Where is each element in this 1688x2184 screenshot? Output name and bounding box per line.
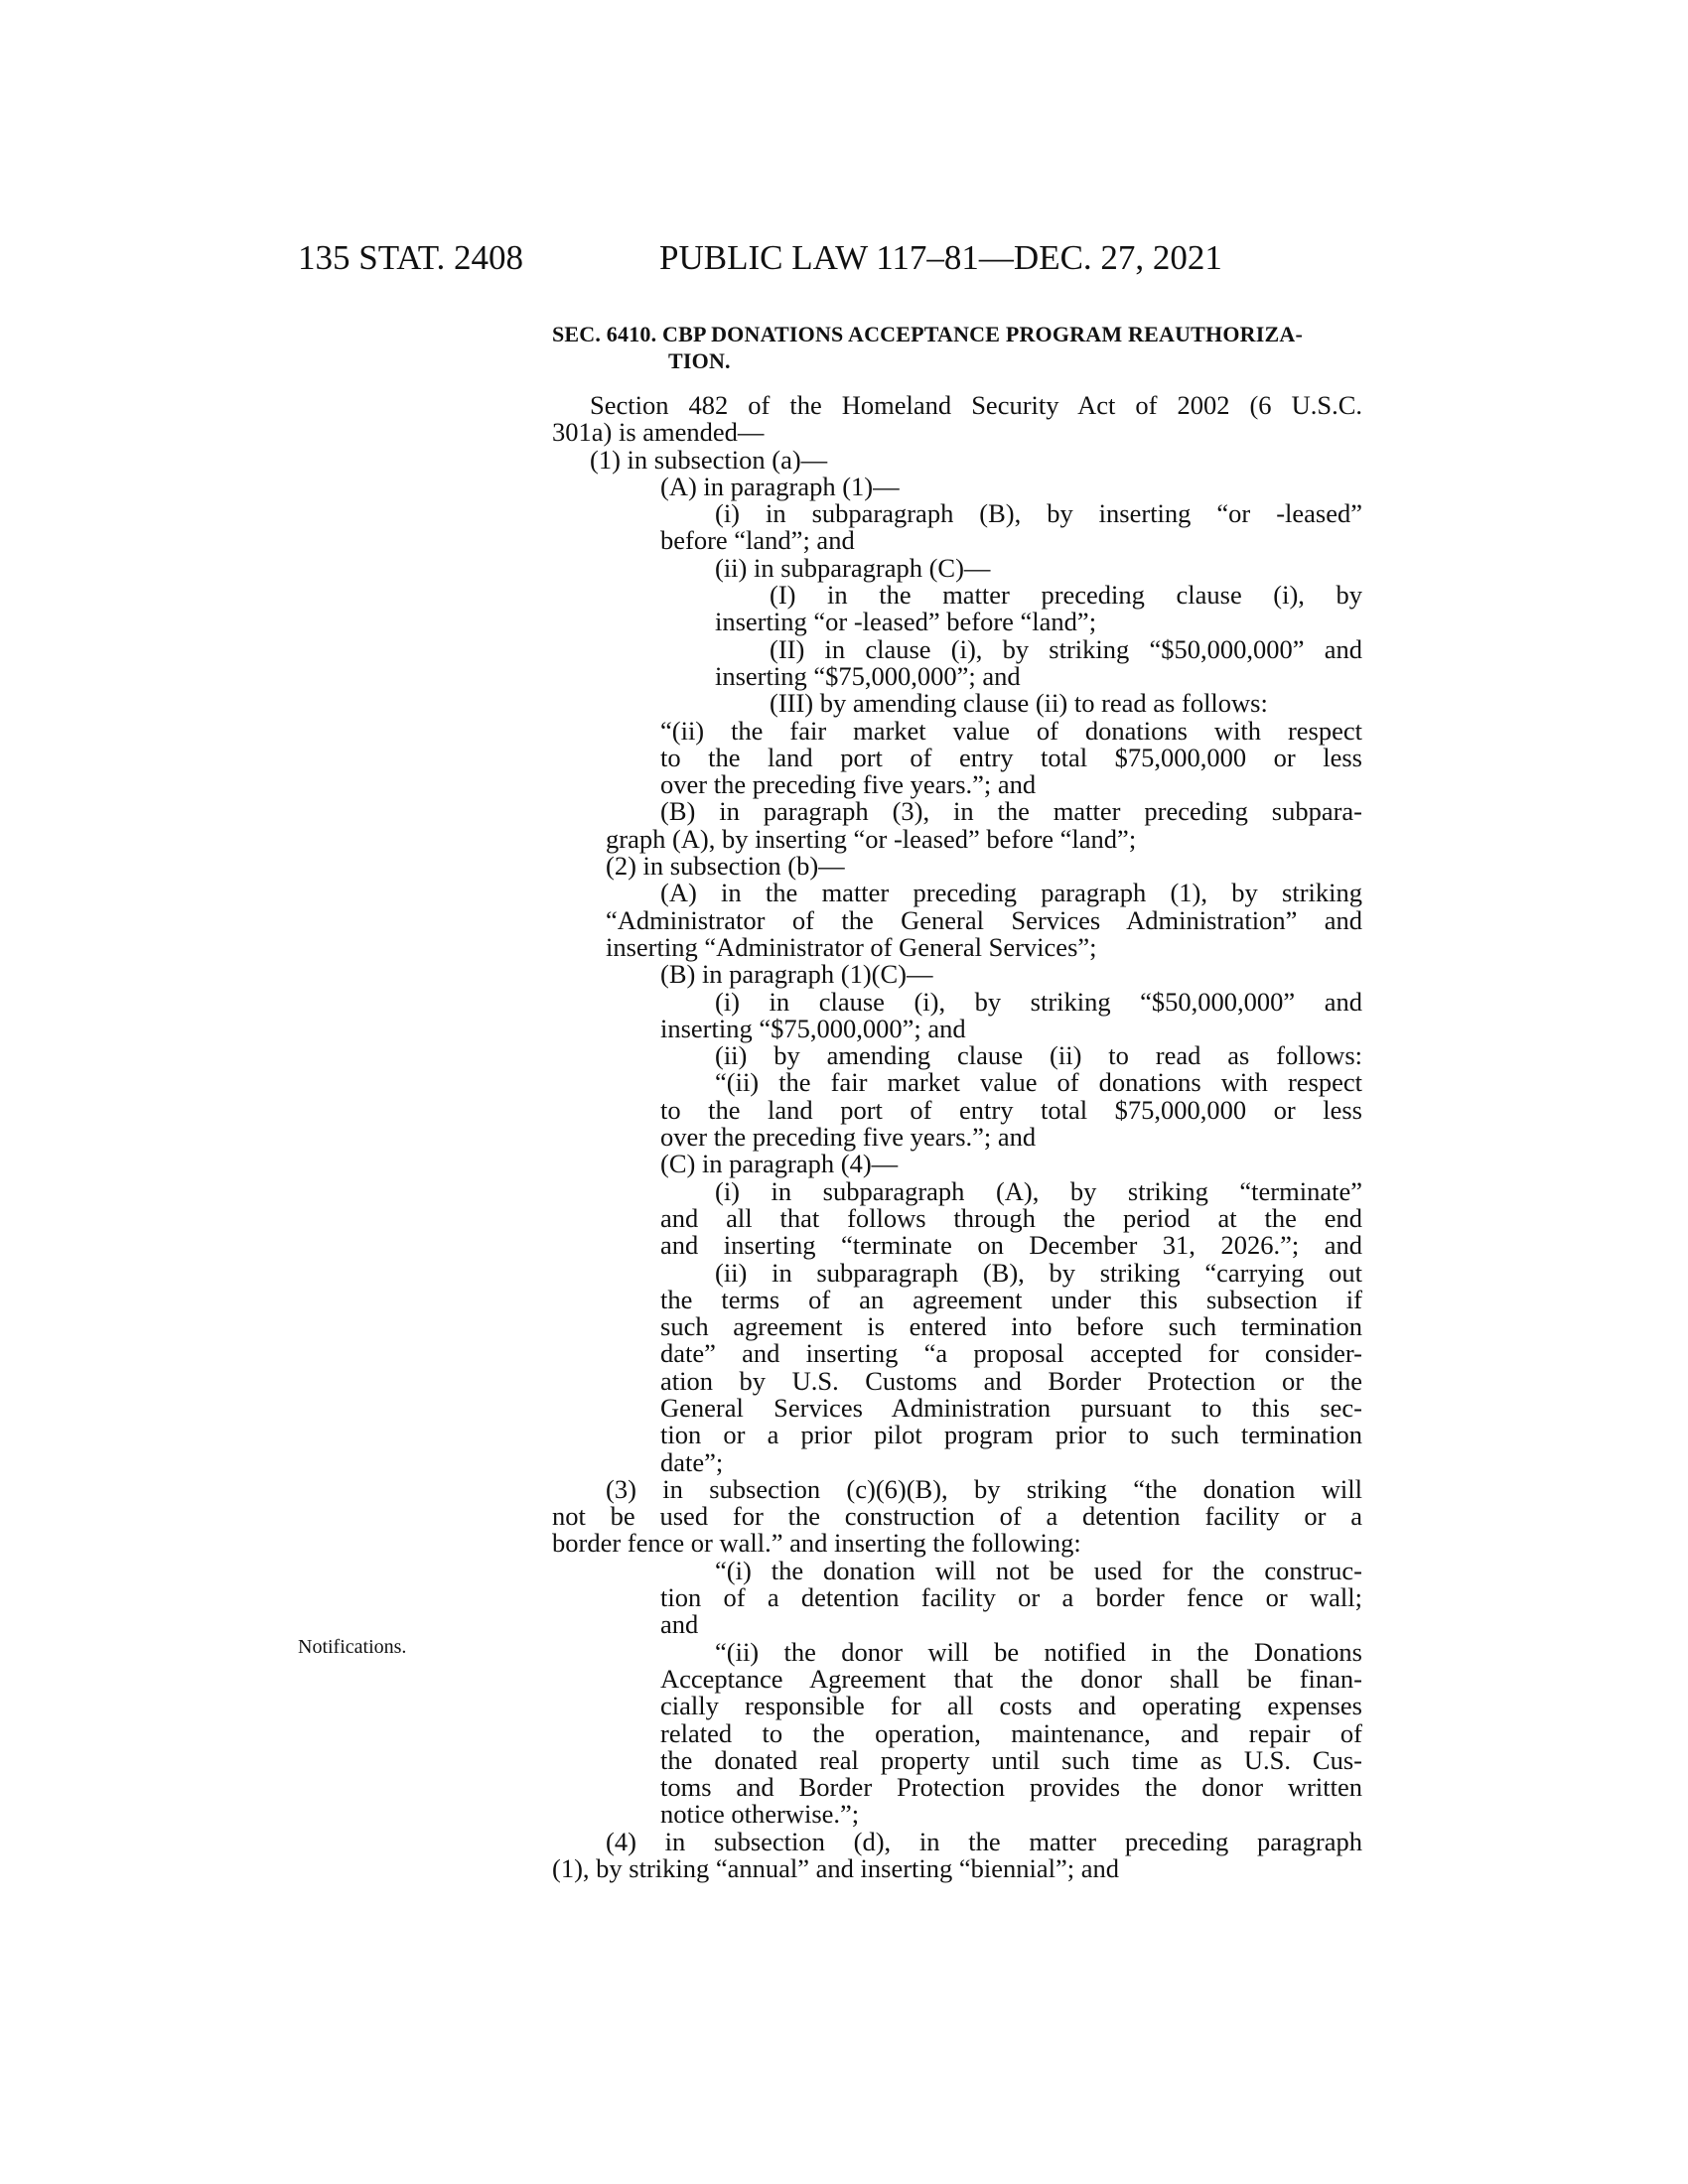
- text-line: the donated real property until such time as U.S. Cus-: [660, 1744, 1362, 1775]
- text-line: date” and inserting “a proposal accepted for consider-: [660, 1338, 1362, 1369]
- margin-note: Notifications.: [298, 1636, 407, 1658]
- text-line: before “land”; and: [660, 525, 855, 556]
- text-line: 301a) is amended—: [552, 417, 765, 448]
- text-line: the terms of an agreement under this subsection if: [660, 1284, 1362, 1314]
- text-line: (1), by striking “annual” and inserting “biennial”; and: [552, 1853, 1120, 1884]
- text-line: (I) in the matter preceding clause (i), by: [770, 580, 1362, 611]
- text-line: and inserting “terminate on December 31, 2026.”; and: [660, 1230, 1362, 1261]
- text-line: (C) in paragraph (4)—: [660, 1149, 899, 1179]
- text-line: (2) in subsection (b)—: [606, 851, 845, 882]
- text-line: (III) by amending clause (ii) to read as follows:: [770, 688, 1268, 719]
- text-line: to the land port of entry total $75,000,000 or less: [660, 742, 1362, 772]
- text-line: “(ii) the fair market value of donations with respect: [660, 715, 1362, 746]
- public-law-citation: PUBLIC LAW 117–81—DEC. 27, 2021: [659, 238, 1222, 277]
- text-line: inserting “Administrator of General Services”;: [606, 931, 1097, 962]
- section-heading: [552, 321, 1362, 374]
- text-line: inserting “$75,000,000”; and: [660, 1013, 966, 1043]
- text-line: Section 482 of the Homeland Security Act of 2002 (6 U.S.C.: [590, 390, 1362, 420]
- text-line: General Services Administration pursuant to this sec-: [660, 1392, 1362, 1423]
- text-line: (i) in subparagraph (B), by inserting “or -leased”: [715, 498, 1362, 529]
- text-line: (ii) by amending clause (ii) to read as follows:: [715, 1040, 1362, 1071]
- text-line: (1) in subsection (a)—: [590, 444, 828, 475]
- text-line: (B) in paragraph (1)(C)—: [660, 959, 933, 990]
- text-line: related to the operation, maintenance, and repair of: [660, 1717, 1362, 1748]
- text-line: (3) in subsection (c)(6)(B), by striking “the donation will: [606, 1473, 1362, 1504]
- text-line: (B) in paragraph (3), in the matter preceding subpara-: [660, 796, 1362, 827]
- text-line: “Administrator of the General Services Administration” and: [606, 904, 1362, 935]
- text-line: to the land port of entry total $75,000,000 or less: [660, 1094, 1362, 1125]
- text-line: such agreement is entered into before such termination: [660, 1311, 1362, 1342]
- text-line: “(i) the donation will not be used for the construc-: [715, 1555, 1362, 1585]
- section-heading-line: SEC. 6410. CBP DONATIONS ACCEPTANCE PROGRAM REAUTHORIZA-: [552, 322, 1303, 346]
- text-line: Acceptance Agreement that the donor shall be finan-: [660, 1663, 1362, 1694]
- text-line: date”;: [660, 1446, 724, 1477]
- running-header: [298, 238, 1370, 288]
- text-line: cially responsible for all costs and operating expenses: [660, 1691, 1362, 1721]
- text-line: (i) in subparagraph (A), by striking “terminate”: [715, 1175, 1362, 1206]
- text-line: (ii) in subparagraph (C)—: [715, 552, 991, 583]
- text-line: over the preceding five years.”; and: [660, 1122, 1037, 1153]
- text-line: tion of a detention facility or a border fence or wall;: [660, 1582, 1362, 1613]
- text-line: ation by U.S. Customs and Border Protection or the: [660, 1365, 1362, 1396]
- text-line: “(ii) the donor will be notified in the Donations: [715, 1636, 1362, 1667]
- text-line: inserting “$75,000,000”; and: [715, 660, 1021, 691]
- text-line: graph (A), by inserting “or -leased” before “land”;: [606, 823, 1137, 854]
- text-line: (A) in the matter preceding paragraph (1), by striking: [660, 878, 1362, 908]
- text-line: (i) in clause (i), by striking “$50,000,000” and: [715, 986, 1362, 1017]
- text-line: not be used for the construction of a detention facility or a: [552, 1501, 1362, 1532]
- statute-page-number: 135 STAT. 2408: [298, 238, 523, 277]
- text-line: (4) in subsection (d), in the matter preceding paragraph: [606, 1826, 1362, 1856]
- text-line: and all that follows through the period at the end: [660, 1202, 1362, 1233]
- section-text: [552, 392, 1362, 1882]
- section-body: [552, 321, 1362, 1882]
- text-line: “(ii) the fair market value of donations with respect: [715, 1067, 1362, 1098]
- text-line: inserting “or -leased” before “land”;: [715, 607, 1097, 637]
- text-line: toms and Border Protection provides the donor written: [660, 1772, 1362, 1803]
- text-line: (A) in paragraph (1)—: [660, 471, 900, 501]
- section-heading-line: TION.: [668, 348, 731, 373]
- text-line: over the preceding five years.”; and: [660, 769, 1037, 800]
- text-line: tion or a prior pilot program prior to such termination: [660, 1420, 1362, 1450]
- text-line: (ii) in subparagraph (B), by striking “carrying out: [715, 1257, 1362, 1288]
- text-line: border fence or wall.” and inserting the following:: [552, 1528, 1081, 1559]
- text-line: (II) in clause (i), by striking “$50,000,000” and: [770, 633, 1362, 664]
- text-line: notice otherwise.”;: [660, 1799, 860, 1830]
- text-line: and: [660, 1609, 699, 1640]
